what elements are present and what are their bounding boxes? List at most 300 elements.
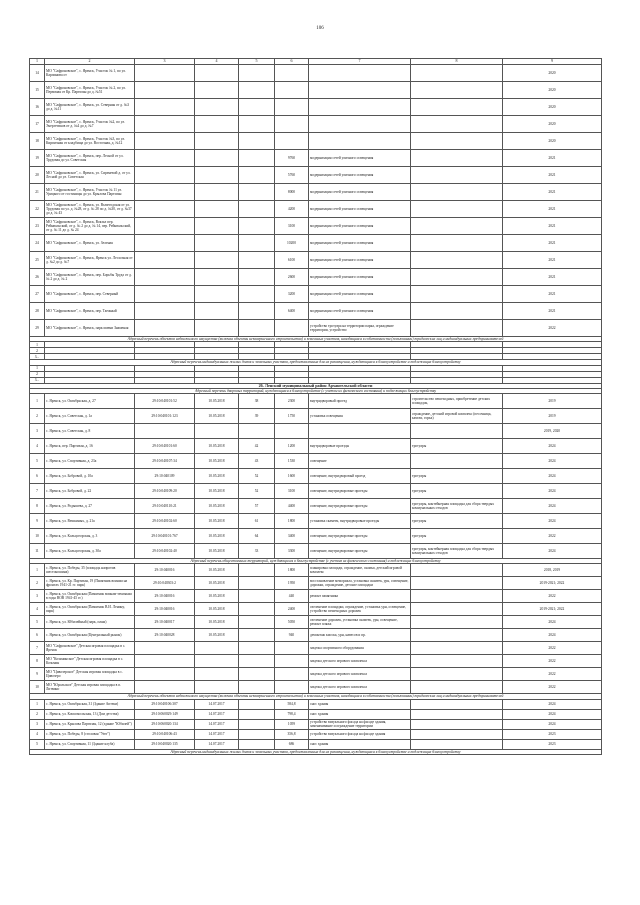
table-cell: 2023 [503,739,602,749]
table-cell: 10 [30,681,45,694]
table-cell: 52 [239,484,275,499]
table-cell [239,629,275,642]
table-cell: 33 [239,544,275,559]
table-row [30,99,602,116]
table-row [30,82,602,99]
table-cell: модернизация сетей уличного освещения [309,252,411,269]
table-row [30,218,602,235]
table-cell: 1 [30,365,45,371]
table-cell: 2024 [503,454,602,469]
table-cell [135,150,195,167]
table-cell: 2021 [503,269,602,286]
table-cell [195,133,239,150]
table-cell: 25 [30,252,45,269]
table-cell: демонтаж киоска, урн, навесов и пр. [309,629,411,642]
table-cell: 26. Ленский муниципальный район Архангельской области [30,383,602,388]
table-cell: с. Яренск, ул. Спортивная, 11 (Здание клуба) [45,739,135,749]
table-cell [239,564,275,577]
table-cell: модернизация сетей уличного освещения [309,235,411,252]
table-cell [135,655,195,668]
table-cell [239,184,275,201]
table-cell [309,116,411,133]
table-cell: МО "Юрольское" Детская игровая площадка в п. Литвино [45,681,135,694]
table-cell: закупка детского игрового комплекса [309,681,411,694]
table-cell: 15 [30,82,45,99]
table-cell: 2 [30,371,45,377]
table-cell: 2021 [503,286,602,303]
table-cell [195,655,239,668]
table-cell [239,150,275,167]
table-cell [239,133,275,150]
table-cell: 23 [30,218,45,235]
table-cell: освещение, внутридворовые проезды [309,529,411,544]
table-row [30,564,602,577]
table-cell: с. Яренск, ул. Октябрьская (Центральный рынок) [45,629,135,642]
table-cell [411,709,503,719]
table-cell: 10.05.2018 [195,514,239,529]
table-cell: 1 [30,342,45,348]
table-cell: 6 [30,469,45,484]
table-cell: 2022 [503,655,602,668]
table-cell: 2024 [503,699,602,709]
table-cell: 2019 [503,394,602,409]
table-cell: 356,8 [275,729,309,739]
table-cell: 7 [309,59,411,65]
table-cell: 9760 [275,150,309,167]
table-cell: 29:10:040106:43 [135,729,195,739]
table-cell: МО "Сафроновское", с. Яренск, Участок №3, по ул. Кирпичная от кладбища до ул. Восточная, д. №12 [45,133,135,150]
table-cell: 14.07.2017 [195,729,239,739]
table-cell: 2019, 2020 [503,424,602,439]
note-row [30,749,602,754]
table-cell: 38 [239,394,275,409]
table-cell: тротуары [411,439,503,454]
table-cell: 16 [30,99,45,116]
table-cell: 5 [30,739,45,749]
table-cell [411,320,503,337]
table-cell: модернизация сетей уличного освещения [309,286,411,303]
table-row [30,286,602,303]
table-cell: строительство пешеходных, приобретение детских площадок, [411,394,503,409]
table-cell: 2300 [275,394,309,409]
table-row [30,514,602,529]
table-cell: МО "Сафроновское", с. Яренск, Участок № 2, по ул. Первомая от Кр. Партизан до д. №51 [45,82,135,99]
table-cell [411,184,503,201]
table-cell [135,681,195,694]
table-cell: 2020 [503,65,602,82]
table-cell: тротуары [411,484,503,499]
table-cell [135,320,195,337]
table-cell: 11 [30,544,45,559]
table-cell [135,668,195,681]
table-cell: модернизация сетей уличного освещения [309,150,411,167]
table-cell: 3100 [275,484,309,499]
table-cell [239,424,275,439]
table-row [30,133,602,150]
table-cell: 14.07.2017 [195,699,239,709]
table-row [30,469,602,484]
table-cell: с. Яренск, ул. Кр. Партизан, 19 (Памятник воинам на фронтах 1941-21 гг. парк) [45,577,135,590]
table-cell [195,99,239,116]
table-cell: закупка детского игрового комплекса [309,668,411,681]
table-cell: 2019-2021; 2022 [503,577,602,590]
table-cell: 2024 [503,709,602,719]
table-cell [411,150,503,167]
table-cell: 2400 [275,603,309,616]
table-cell: внутридворовый проезд [309,394,411,409]
table-cell [239,739,275,749]
table-cell: 2021 [503,252,602,269]
table-cell [195,235,239,252]
table-row [30,269,602,286]
table-cell [239,668,275,681]
table-cell: МО "Сафроновское", с. Яренск, пер. Борьбы Труда от д. № 2 до д. № 2 [45,269,135,286]
table-row [30,201,602,218]
table-row [30,394,602,409]
table-cell [135,133,195,150]
table-cell [135,235,195,252]
table-cell [239,269,275,286]
table-row [30,116,602,133]
table-cell: МО "Сафроновское", с. Яренск, ул. Вычегодская от ул. Трудовая по ул. д. №28, от д. № 28 по д. №30, от д. №37 до д. № 43 [45,201,135,218]
table-cell [135,82,195,99]
table-row [30,499,602,514]
table-cell: 2024 [503,616,602,629]
table-cell: 2022 [503,668,602,681]
table-cell: 584,8 [275,699,309,709]
table-cell: 28 [30,303,45,320]
table-cell: 5760 [275,167,309,184]
table-cell: 2 [30,577,45,590]
table-cell: МО "Сафроновское", с. Яренск, пер. Северный [45,286,135,303]
table-cell: 10.05.2018 [195,529,239,544]
table-cell: 2024 [503,719,602,729]
table-row [30,681,602,694]
table-cell: 2022 [503,320,602,337]
table-cell [239,590,275,603]
table-row [30,484,602,499]
table-cell [135,303,195,320]
table-cell [275,320,309,337]
table-row [30,409,602,424]
table-cell: 4 [30,729,45,739]
table-cell: закупка детского игрового комплекса [309,655,411,668]
table-cell: 3200 [275,286,309,303]
table-cell: 2020 [503,116,602,133]
table-row [30,150,602,167]
table-cell [411,454,503,469]
table-cell: 29:10:040016 [135,590,195,603]
table-cell: 5 [30,454,45,469]
table-cell [411,65,503,82]
table-cell [135,269,195,286]
table-cell [239,642,275,655]
table-cell [195,269,239,286]
table-row [30,184,602,201]
table-cell: 3 [30,719,45,729]
table-cell: 6400 [275,303,309,320]
table-cell: модернизация сетей уличного освещения [309,269,411,286]
table-cell: 17 [30,116,45,133]
table-cell [411,133,503,150]
table-cell: 29:10:040028 [135,629,195,642]
table-cell: 2021 [503,150,602,167]
page-number: 106 [316,26,324,31]
table-cell [239,235,275,252]
table-cell: 10.05.2018 [195,409,239,424]
table-cell [411,252,503,269]
table-cell: Адресный перечень объектов недвижимого имущества (включая объекты незавершенного строительства) и земельных участков, находящихся в собственности (пользовании) юридических лиц и индивидуальных предпринимателей [30,337,602,342]
table-cell: 6 [275,59,309,65]
table-row [30,603,602,616]
table-cell [411,99,503,116]
table-body [30,59,602,755]
table-cell [195,424,239,439]
table-cell: 29:10:040109 [135,469,195,484]
table-row [30,739,602,749]
table-cell [239,719,275,729]
table-cell: 10.05.2018 [195,616,239,629]
table-cell: 4 [30,603,45,616]
table-cell: 1 [30,59,45,65]
table-cell: МО "Сафроновское", с. Яренск, пер. Таежный [45,303,135,320]
table-cell: ограждение, детский игровой комплекс (песочница, качели, горка) [411,409,503,424]
table-cell: 4 [195,59,239,65]
table-cell: с. Яренск, ул. Спортивная, д. 23а [45,454,135,469]
table-cell: с. Яренск, ул. Октябрьская, д. 27 [45,394,135,409]
table-cell: 10.05.2018 [195,577,239,590]
table-cell [239,82,275,99]
table-cell: МО "Сафроновское", с. Яренск, Вокзал пер. Рейнвальский, от д. № 2 до д. № 14, пер. Рейнвальский, от д. № 11 до д. № 24 [45,218,135,235]
table-row [30,616,602,629]
table-cell: МО "Сафроновское", с. Яренск, пер. Лесной от ул. Трудовая до ул. Советская [45,150,135,167]
table-cell: Адресный перечень индивидуальных жилых домов и земельных участков, предоставленных для их размещения, нуждающихся в благоустройстве и подлежащих благоустройству [30,749,602,754]
table-cell: Адресный перечень общественных территорий, нуждающихся в благоустройстве (с учетом их физического состояния) и подлежащих благоустройству [30,559,602,564]
table-cell [239,286,275,303]
table-cell: 29:10:040102:60 [135,514,195,529]
table-cell: с. Яренск, ул. Советская, д. 1а [45,409,135,424]
table-cell [411,269,503,286]
table-cell: с. Яренск, ул. Октябрьская (Памятник воинам-землякам в годы ВОВ 1941-45 гг.) [45,590,135,603]
table-cell [411,201,503,218]
table-cell: 9 [30,668,45,681]
table-cell: 29:10:040102:40 [135,544,195,559]
table-cell: 61 [239,514,275,529]
table-cell: 10.05.2018 [195,439,239,454]
table-cell [135,116,195,133]
table-cell: освещение [309,454,411,469]
table-cell: 1530 [275,454,309,469]
table-cell: 3100 [275,218,309,235]
table-cell: 7 [30,484,45,499]
table-cell [135,218,195,235]
table-cell: 29:10:040016 [135,603,195,616]
table-cell [275,99,309,116]
table-cell: 2021 [503,201,602,218]
table-cell [275,116,309,133]
table-cell: МО "Сафроновское", с. Яренск, ул. Сиреневой д. от ул. Лесной до ул. Советская [45,167,135,184]
table-cell: 14.07.2017 [195,719,239,729]
table-cell: 3300 [275,544,309,559]
table-cell: тротуары [411,469,503,484]
table-cell [411,681,503,694]
table-cell: с. Яренск, ул. Крылова Партизан, 12 (здание "Юбилей") [45,719,135,729]
table-cell: 10200 [275,235,309,252]
table-cell: МО "Сафроновское", с. Яренск, Участок № 11 ул. Урицкого от гостиницы до ул. Крылова Партизан [45,184,135,201]
table-cell: 686 [275,739,309,749]
table-cell: 10.05.2018 [195,629,239,642]
table-cell: 2020 [503,133,602,150]
table-cell: закупка спортивного оборудования [309,642,411,655]
table-cell: 8 [411,59,503,65]
table-cell: 6100 [275,252,309,269]
table-cell: 3400 [275,529,309,544]
table-cell [411,590,503,603]
table-cell: устройство тротуара на территории парка, ограждение территории, устройство [309,320,411,337]
table-cell: с. Яренск, ул. Юбилейный (парк, пляж) [45,616,135,629]
table-cell [411,719,503,729]
table-cell: 3 [135,59,195,65]
table-cell [239,729,275,739]
table-cell [195,286,239,303]
table-cell [275,424,309,439]
table-cell: 3 [30,424,45,439]
table-cell: 440 [275,590,309,603]
table-cell: модернизация сетей уличного освещения [309,167,411,184]
table-cell [135,642,195,655]
table-cell: 18 [30,133,45,150]
table-cell [195,65,239,82]
table-row [30,729,602,739]
table-cell: 5 [30,616,45,629]
table-cell [195,642,239,655]
table-cell: с. Яренск, ул. Вешкиных, д. 21а [45,514,135,529]
table-cell: 7 [30,642,45,655]
table-cell [239,655,275,668]
table-cell: 10.05.2018 [195,499,239,514]
table-cell: 1800 [275,564,309,577]
table-cell: 1 [30,699,45,709]
table-cell: 5 [239,59,275,65]
table-cell: 29:10:040110:21 [135,499,195,514]
table-cell: 5050 [275,616,309,629]
table-cell: Адресный перечень объектов недвижимого имущества (включая объекты незавершенного строительства) и земельных участков, находящихся в собственности (пользовании) юридических лиц и индивидуальных предпринимателей [30,694,602,699]
table-cell [411,699,503,709]
table-cell [275,642,309,655]
table-cell [195,150,239,167]
table-cell [275,668,309,681]
table-cell: 14.07.2017 [195,709,239,719]
table-cell [135,252,195,269]
table-cell: МО "Сафроновское", с. Яренск, ул. Зеленая [45,235,135,252]
table-cell [275,82,309,99]
table-cell: 798,4 [275,709,309,719]
table-cell: 24 [30,235,45,252]
table-cell: 2018, 2019 [503,564,602,577]
table-cell: 2021 [503,303,602,320]
table-cell: снос здания [309,739,411,749]
table-cell: 2020 [503,99,602,116]
table-cell: 2019-2021; 2022 [503,603,602,616]
table-cell: с. Яренск, ул. Бобровой, д. 22 [45,484,135,499]
table-cell [195,218,239,235]
table-cell: 64 [239,529,275,544]
table-cell: с. Яренск, ул. Кольцогорская, д. 3 [45,529,135,544]
table-cell: 29:10:040101:60 [135,439,195,454]
table-cell: 2024 [503,544,602,559]
table-cell: 2024 [503,629,602,642]
table-cell: 29:10:040016 [135,564,195,577]
table-cell: снос здания [309,709,411,719]
table-cell [239,303,275,320]
table-cell [411,218,503,235]
table-cell: 29:10:040101:767 [135,529,195,544]
table-cell: 43 [239,454,275,469]
table-cell: 6 [30,629,45,642]
table-cell: Адресный перечень дворовых территорий, нуждающихся в благоустройстве (с учетом их физического состояния) и подлежащих благоустройству [30,388,602,393]
table-cell: 1200 [275,439,309,454]
table-cell: 3 [30,590,45,603]
table-cell: МО "Сафроновское" Детская игровая площадка в с. Яренск [45,642,135,655]
table-cell: 2022 [503,529,602,544]
table-cell [411,616,503,629]
table-cell: 29:10:040106:307 [135,699,195,709]
table-cell: тротуары [411,529,503,544]
table-cell: с. Яренск, ул. Октябрьская, 31 (Здание Аптеки) [45,699,135,709]
table-cell [195,167,239,184]
table-cell: МО "Сафроновское", с. Яренск, Яренск ул. Лесхозная от д. №2 до д. №7 [45,252,135,269]
table-cell [195,320,239,337]
table-cell: 2021 [503,218,602,235]
table-cell [239,218,275,235]
table-cell: с. Яренск, ул. Победы, 35 (площадь напротив шестоношина) [45,564,135,577]
table-cell [411,564,503,577]
table-cell: устройство визуального фасада на фасаде здания [309,729,411,739]
table-cell: 1800 [275,514,309,529]
table-cell: МО "Сафроновское", с. Яренск, ул. Северная от д. №3 до д. №11 [45,99,135,116]
table-cell: с. Яренск, ул. Советская, д. 8 [45,424,135,439]
table-cell: модернизация сетей уличного освещения [309,201,411,218]
table-cell: 2021 [503,167,602,184]
table-cell [135,99,195,116]
table-cell: 2024 [503,499,602,514]
table-cell [135,201,195,218]
table-cell: 29:10:040101:123 [135,409,195,424]
table-cell [411,603,503,616]
table-cell [309,99,411,116]
table-cell: установка скамеек, внутридворовые проезды [309,514,411,529]
table-cell [239,99,275,116]
table-cell: освещение, внутридворовые проезды [309,499,411,514]
table-cell [309,65,411,82]
table-cell: 10.05.2018 [195,603,239,616]
table-cell: 1600 [275,469,309,484]
table-cell: 39 [239,409,275,424]
table-cell: 2022 [503,681,602,694]
table-cell [239,167,275,184]
table-cell: освещение, внутридворовые проезды [309,484,411,499]
table-cell: 29:10:040303:2 [135,577,195,590]
table-cell [239,320,275,337]
table-row [30,719,602,729]
table-cell: Адресный перечень индивидуальных жилых домов и земельных участков, предоставленных для их размещения, нуждающихся в благоустройстве и подлежащих благоустройству [30,360,602,365]
table-cell: 2021 [503,184,602,201]
table-cell: освещение, внутридворовый проезд [309,469,411,484]
table-cell: снос здания [309,699,411,709]
table-cell: 10.05.2018 [195,484,239,499]
table-cell: внутридворовые проезды [309,439,411,454]
table-cell: 4200 [275,201,309,218]
